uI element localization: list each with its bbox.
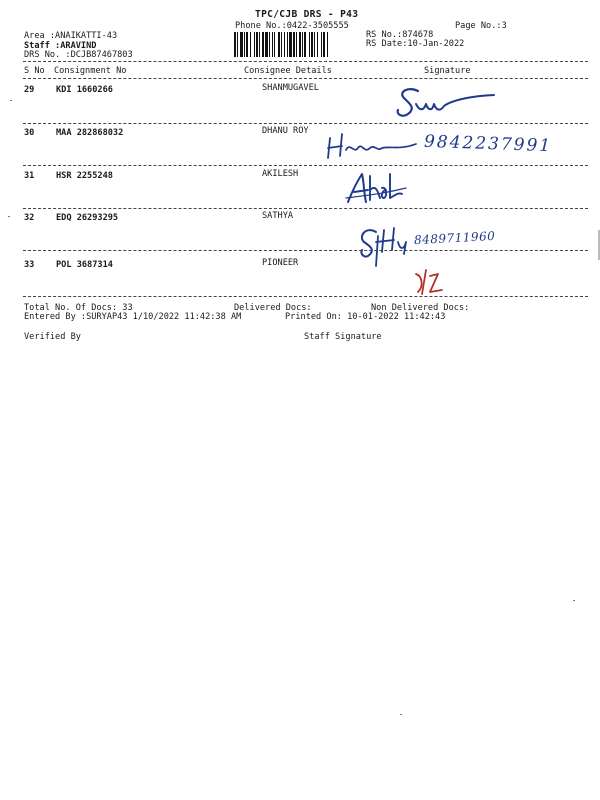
phone-number: Phone No.:0422-3505555 xyxy=(235,21,349,31)
printed-on-field: Printed On: 10-01-2022 11:42:43 xyxy=(285,312,446,322)
signature-scribble xyxy=(354,222,416,268)
signature-scribble xyxy=(412,266,448,296)
rs-date-field: RS Date:10-Jan-2022 xyxy=(366,39,465,49)
row-sno: 30 xyxy=(24,128,35,138)
drs-number-field: DRS No. :DCJB87467803 xyxy=(24,50,133,60)
column-header-consignment: Consignment No xyxy=(54,66,127,76)
header-divider-top xyxy=(23,61,588,62)
row-divider xyxy=(23,208,588,209)
column-header-sno: S No xyxy=(24,66,45,76)
row-divider xyxy=(23,296,588,297)
entered-by-field: Entered By :SURYAP43 1/10/2022 11:42:38 AM xyxy=(24,312,242,322)
barcode-image xyxy=(234,32,360,57)
row-sno: 31 xyxy=(24,171,35,181)
row-consignee-name: SATHYA xyxy=(262,211,294,221)
delivered-docs-label: Delivered Docs: xyxy=(234,303,312,313)
rs-number-field: RS No.:874678 xyxy=(366,30,434,40)
sheet-title: TPC/CJB DRS - P43 xyxy=(255,9,359,20)
signature-scribble xyxy=(320,128,420,162)
staff-signature-label: Staff Signature xyxy=(304,332,382,342)
scan-speck xyxy=(400,714,402,715)
area-field: Area :ANAIKATTI-43 xyxy=(24,31,118,41)
handwritten-phone-number: 8489711960 xyxy=(413,228,496,248)
staff-field: Staff :ARAVIND xyxy=(24,41,97,51)
row-consignment-number: MAA 282868032 xyxy=(56,128,124,138)
row-consignment-number: HSR 2255248 xyxy=(56,171,113,181)
signature-scribble xyxy=(392,82,502,122)
verified-by-label: Verified By xyxy=(24,332,81,342)
scan-speck xyxy=(10,100,12,101)
row-consignment-number: KDI 1660266 xyxy=(56,85,113,95)
row-sno: 32 xyxy=(24,213,35,223)
row-consignment-number: EDQ 26293295 xyxy=(56,213,119,223)
row-sno: 29 xyxy=(24,85,35,95)
header-divider-bottom xyxy=(23,78,588,79)
scan-speck xyxy=(8,216,10,217)
scan-speck xyxy=(573,600,575,601)
column-header-consignee: Consignee Details xyxy=(244,66,332,76)
page-number: Page No.:3 xyxy=(455,21,507,31)
row-divider xyxy=(23,123,588,124)
row-sno: 33 xyxy=(24,260,35,270)
row-consignee-name: AKILESH xyxy=(262,169,299,179)
total-docs-count: Total No. Of Docs: 33 xyxy=(24,303,133,313)
non-delivered-docs-label: Non Delivered Docs: xyxy=(371,303,470,313)
column-header-signature: Signature xyxy=(424,66,471,76)
row-consignee-name: DHANU ROY xyxy=(262,126,309,136)
signature-scribble xyxy=(342,168,412,210)
row-consignee-name: SHANMUGAVEL xyxy=(262,83,319,93)
row-divider xyxy=(23,165,588,166)
row-consignee-name: PIONEER xyxy=(262,258,299,268)
row-consignment-number: POL 3687314 xyxy=(56,260,113,270)
handwritten-phone-number: 9842237991 xyxy=(423,131,553,157)
row-divider xyxy=(23,250,588,251)
